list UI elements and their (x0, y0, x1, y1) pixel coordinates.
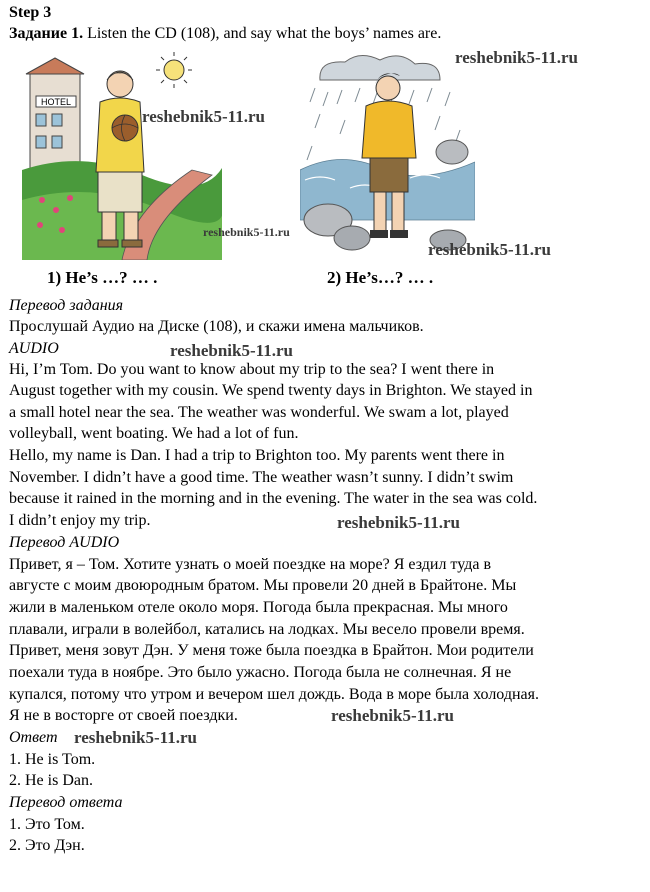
watermark: reshebnik5-11.ru (142, 107, 265, 126)
answer-heading: Ответ (9, 729, 58, 746)
audio-translation-heading: Перевод AUDIO (9, 534, 120, 551)
watermark: reshebnik5-11.ru (74, 728, 197, 747)
task-text: Listen the CD (108), and say what the boys’ names are. (87, 25, 442, 42)
audio-line: volleyball, went boating. We had a lot of fun. (9, 425, 299, 442)
answer-line: 2. He is Dan. (9, 772, 93, 789)
watermark: reshebnik5-11.ru (203, 225, 290, 239)
answer-line: 1. He is Tom. (9, 751, 96, 768)
task-translation: Прослушай Аудио на Диске (108), и скажи имена мальчиков. (9, 318, 424, 335)
picture-tom-sunny (22, 50, 222, 260)
audio-translation-line: жили в маленьком отеле около моря. Погода была прекрасная. Мы много (9, 599, 508, 616)
answer-translation-heading: Перевод ответа (9, 794, 123, 811)
audio-line: Hello, my name is Dan. I had a trip to Brighton too. My parents went there in (9, 447, 505, 464)
answer-translation-line: 1. Это Том. (9, 816, 85, 833)
step-title: Step 3 (9, 4, 52, 21)
audio-line: I didn’t enjoy my trip. (9, 512, 151, 529)
audio-line: because it rained in the morning and in the evening. The water in the sea was cold. (9, 490, 538, 507)
audio-line: August together with my cousin. We spend twenty days in Brighton. We stayed in (9, 382, 533, 399)
audio-line: Hi, I’m Tom. Do you want to know about my trip to the sea? I went there in (9, 361, 495, 378)
audio-line: a small hotel near the sea. The weather was wonderful. We swam a lot, played (9, 404, 509, 421)
audio-translation-line: Привет, я – Том. Хотите узнать о моей поездке на море? Я ездил туда в (9, 556, 491, 573)
task-label: Задание 1. (9, 25, 84, 42)
watermark: reshebnik5-11.ru (428, 240, 551, 259)
audio-line: November. I didn’t have a good time. The weather wasn’t sunny. I didn’t swim (9, 469, 514, 486)
answer-translation-line: 2. Это Дэн. (9, 837, 85, 854)
task-translation-heading: Перевод задания (9, 297, 124, 314)
watermark: reshebnik5-11.ru (170, 341, 293, 360)
caption-picture-2: 2) He’s…? … . (327, 268, 434, 287)
audio-translation-line: плавали, играли в волейбол, катались на лодках. Мы весело провели время. (9, 621, 525, 638)
watermark: reshebnik5-11.ru (455, 48, 578, 67)
audio-translation-line: августе с моим двоюродным братом. Мы провели 20 дней в Брайтоне. Мы (9, 577, 517, 594)
audio-translation-line: поехали туда в ноябре. Это было ужасно. Погода была не солнечная. Я не (9, 664, 512, 681)
audio-translation-line: Привет, меня зовут Дэн. У меня тоже была поездка в Брайтон. Мои родители (9, 642, 534, 659)
audio-heading: AUDIO (9, 340, 59, 357)
watermark: reshebnik5-11.ru (337, 513, 460, 532)
caption-picture-1: 1) He’s …? … . (47, 268, 158, 287)
task-line (9, 23, 441, 44)
hotel-sign: HOTEL (40, 97, 72, 107)
picture-dan-rainy (300, 50, 475, 258)
audio-translation-line: Я не в восторге от своей поездки. (9, 707, 238, 724)
audio-translation-line: купался, потому что утром и вечером шел дождь. Вода в море была холодная. (9, 686, 539, 703)
watermark: reshebnik5-11.ru (331, 706, 454, 725)
